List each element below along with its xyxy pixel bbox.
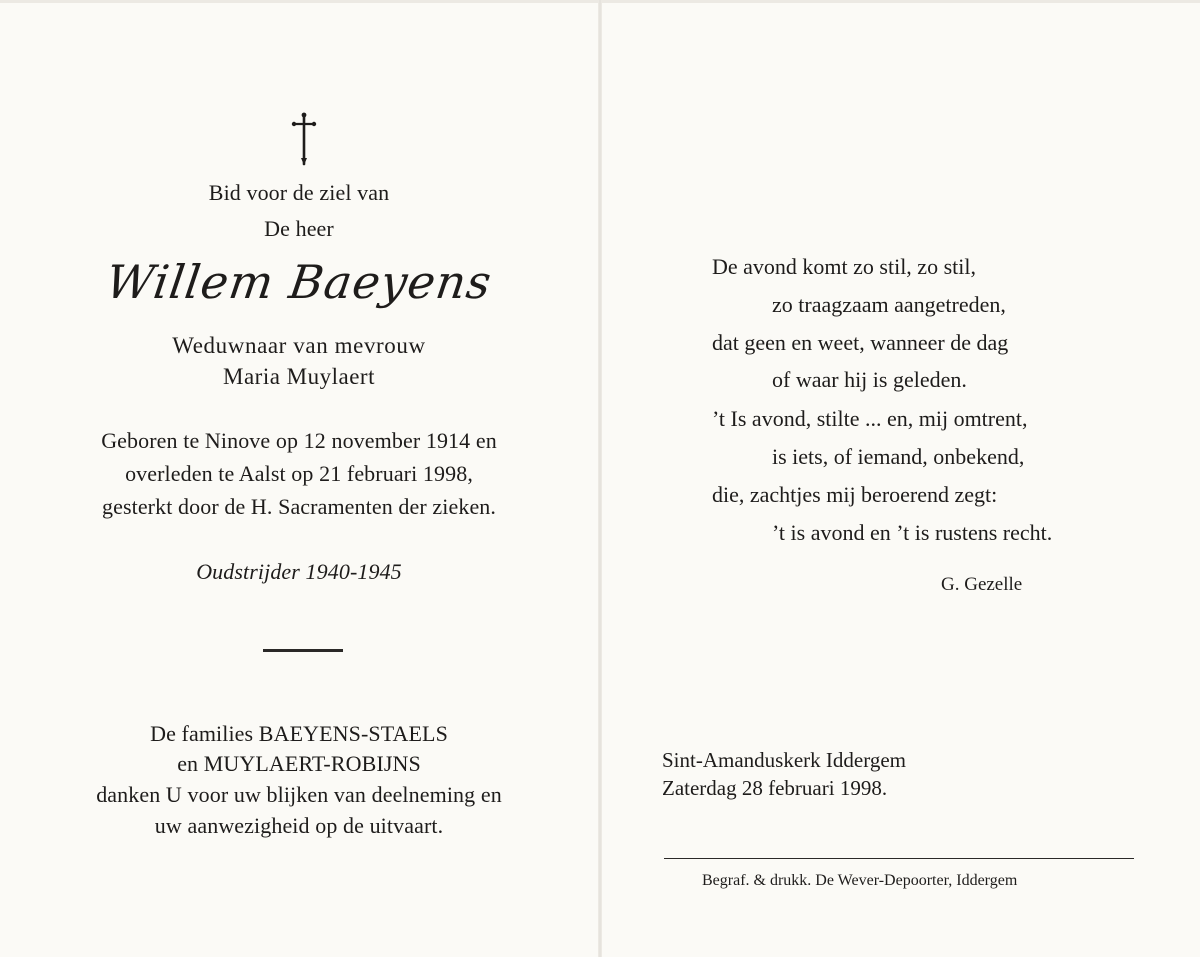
cross-icon bbox=[291, 112, 317, 166]
poem-line: ’t is avond en ’t is rustens recht. bbox=[772, 520, 1053, 545]
divider-rule bbox=[263, 649, 343, 652]
title-line: De heer bbox=[264, 216, 334, 241]
poem-author: G. Gezelle bbox=[941, 574, 1023, 595]
poem-line: die, zachtjes mij beroerend zegt: bbox=[712, 482, 998, 507]
life-line: Geboren te Ninove op 12 november 1914 en bbox=[101, 428, 497, 453]
family-line: danken U voor uw blijken van deelneming en bbox=[96, 782, 502, 807]
life-line: overleden te Aalst op 21 februari 1998, bbox=[125, 461, 473, 486]
life-line: gesterkt door de H. Sacramenten der zieken. bbox=[101, 494, 497, 519]
spouse-intro: Weduwnaar van mevrouw bbox=[172, 333, 426, 358]
deceased-name: Willem Baeyens bbox=[102, 255, 496, 309]
church-line: Zaterdag 28 februari 1998. bbox=[662, 776, 888, 800]
poem-line: of waar hij is geleden. bbox=[772, 367, 967, 392]
left-panel bbox=[0, 0, 598, 957]
card-fold bbox=[598, 0, 602, 957]
prayer-line: Bid voor de ziel van bbox=[208, 180, 390, 205]
printer-line: Begraf. & drukk. De Wever-Depoorter, Iddergem bbox=[702, 872, 1018, 889]
poem-line: dat geen en weet, wanneer de dag bbox=[712, 330, 1009, 355]
printer-rule bbox=[664, 858, 1134, 859]
poem-line: ’t Is avond, stilte ... en, mij omtrent, bbox=[712, 406, 1028, 431]
family-line: en MUYLAERT-ROBIJNS bbox=[177, 751, 421, 776]
church-line: Sint-Amanduskerk Iddergem bbox=[662, 748, 906, 772]
family-line: uw aanwezigheid op de uitvaart. bbox=[154, 813, 444, 838]
poem-line: is iets, of iemand, onbekend, bbox=[772, 444, 1025, 469]
family-line: De families BAEYENS-STAELS bbox=[150, 721, 448, 746]
veteran-line: Oudstrijder 1940-1945 bbox=[196, 559, 402, 584]
poem-line: De avond komt zo stil, zo stil, bbox=[712, 254, 976, 279]
poem-line: zo traagzaam aangetreden, bbox=[772, 292, 1006, 317]
spouse-name: Maria Muylaert bbox=[223, 364, 375, 389]
